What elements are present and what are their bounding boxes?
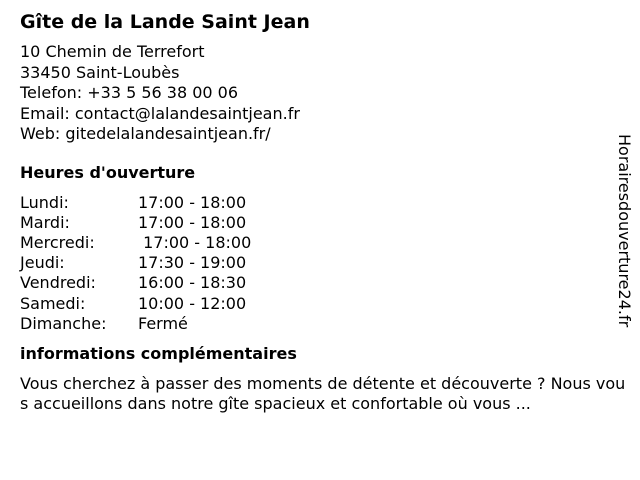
postal-city: 33450 Saint-Loubès: [20, 62, 180, 82]
hours-row-thursday: [20, 253, 620, 273]
address-block: [20, 42, 620, 145]
hours-row-wednesday: [20, 233, 620, 253]
time-range: 17:00 - 18:00: [138, 232, 252, 252]
hours-row-tuesday: [20, 213, 620, 233]
time-range: 17:30 - 19:00: [138, 253, 247, 273]
time-range: 17:00 - 18:00: [138, 212, 247, 232]
time-range: Fermé: [138, 313, 188, 333]
day-label: Mardi:: [20, 212, 70, 232]
opening-hours-heading: Heures d'ouverture: [20, 162, 196, 182]
additional-info-heading: informations complémentaires: [20, 343, 297, 363]
day-label: Samedi:: [20, 293, 86, 313]
site-watermark: Horairesdouverture24.fr: [615, 134, 634, 328]
website-text[interactable]: Web: gitedelalandesaintjean.fr/: [20, 124, 271, 143]
hours-row-sunday: [20, 314, 620, 334]
hours-row-saturday: [20, 294, 620, 314]
day-label: Dimanche:: [20, 313, 107, 333]
time-range: 16:00 - 18:30: [138, 273, 247, 293]
time-range: 10:00 - 12:00: [138, 293, 247, 313]
hours-row-monday: [20, 193, 620, 213]
street-address: 10 Chemin de Terrefort: [20, 42, 205, 61]
day-label: Lundi:: [20, 192, 69, 212]
opening-hours-table: [20, 193, 620, 334]
phone-text[interactable]: Telefon: +33 5 56 38 00 06: [20, 83, 239, 102]
time-range: 17:00 - 18:00: [138, 192, 247, 212]
additional-info-text: Vous cherchez à passer des moments de détente et découverte ? Nous vous accueillons dans notre gîte spacieux et confortable où vous ...: [20, 373, 626, 414]
day-label: Vendredi:: [20, 273, 96, 293]
business-name: Gîte de la Lande Saint Jean: [20, 11, 310, 33]
email-text[interactable]: Email: contact@lalandesaintjean.fr: [20, 103, 300, 123]
hours-row-friday: [20, 273, 620, 293]
day-label: Mercredi:: [20, 232, 95, 252]
day-label: Jeudi:: [20, 253, 65, 273]
